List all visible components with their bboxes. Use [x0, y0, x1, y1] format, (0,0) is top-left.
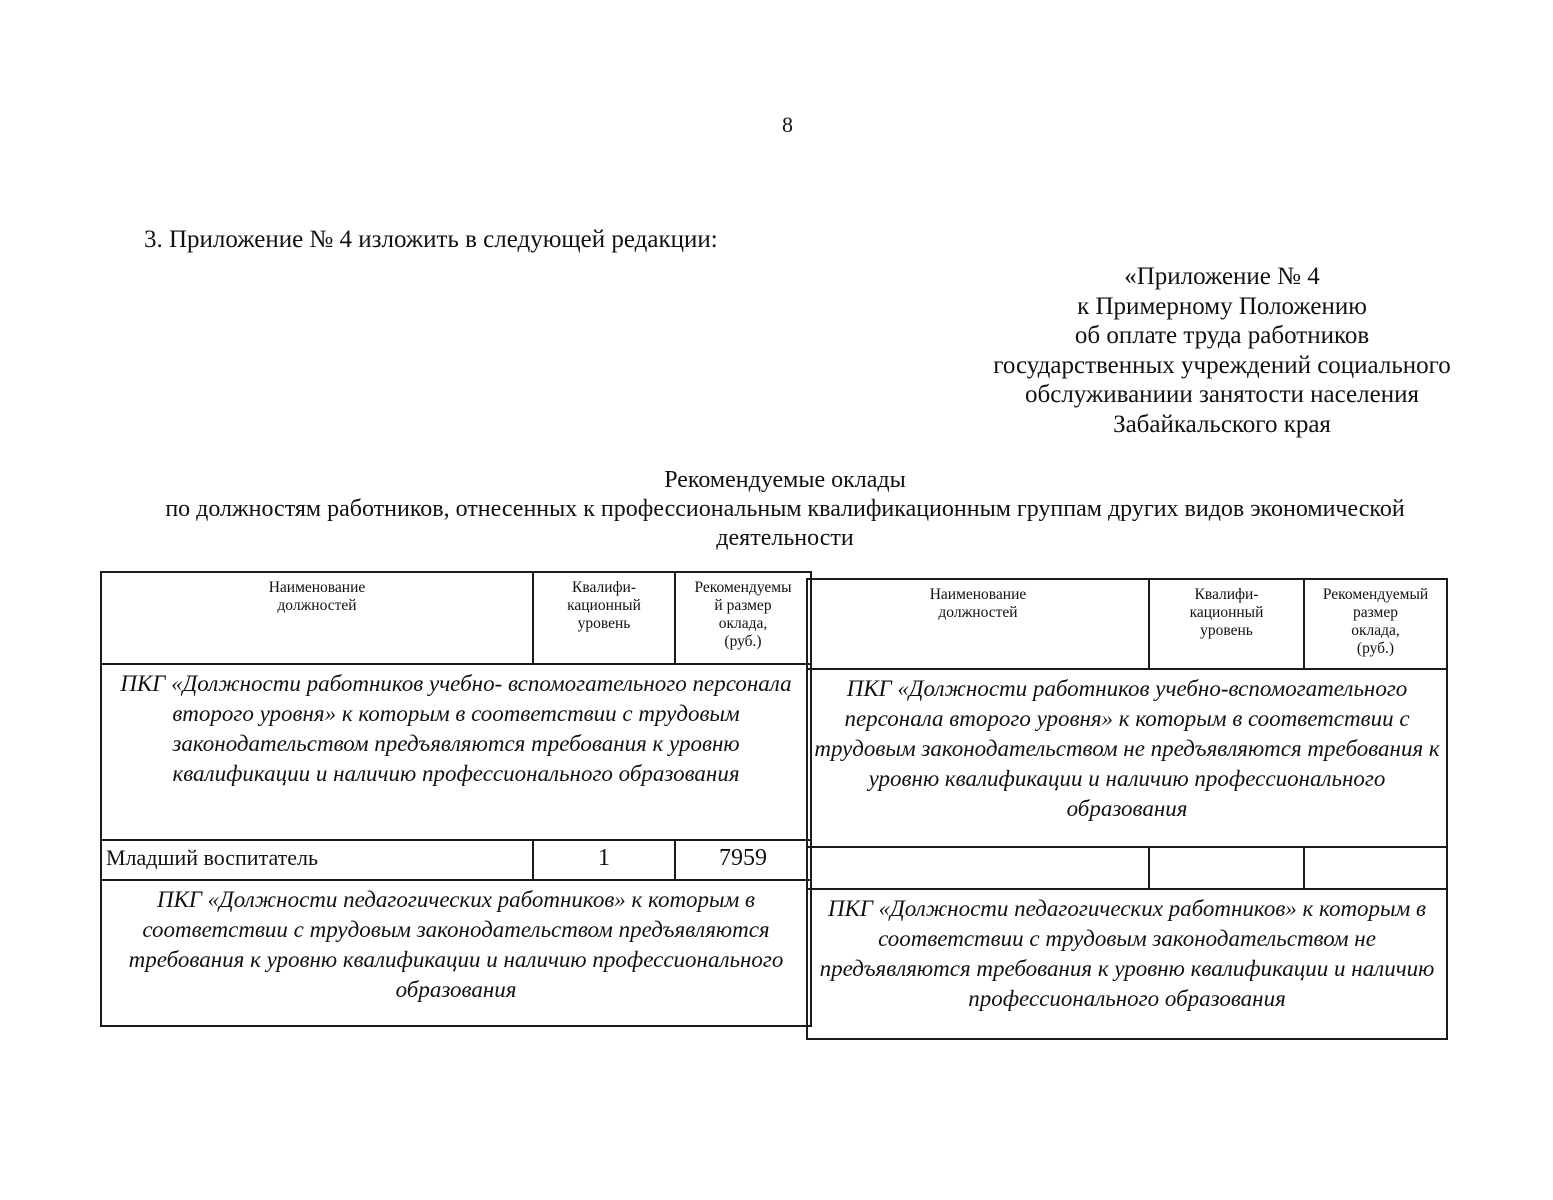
appendix-heading-line: Забайкальского края: [1113, 410, 1331, 438]
page-number: 8: [782, 112, 793, 137]
appendix-heading-line: к Примерному Положению: [1077, 292, 1367, 320]
right-row-name: [807, 847, 1149, 889]
left-group-1: ПКГ «Должности работников учебно- вспомогательного персонала второго уровня» к которым в соответствии с трудовым законодательством предъявляются требования к уровню квалификации и наличию профессионального образования: [101, 664, 811, 840]
left-header-salary: Рекомендуемы й размер оклада, (руб.): [675, 572, 811, 664]
left-header-level: Квалифи- кационный уровень: [533, 572, 675, 664]
left-row-level: 1: [533, 840, 675, 880]
amendment-item: 3. Приложение № 4 изложить в следующей редакции:: [144, 226, 718, 253]
left-row-name: Младший воспитатель: [101, 840, 533, 880]
right-row-salary: [1304, 847, 1447, 889]
title-line: по должностям работников, отнесенных к профессиональным квалификационным группам других видов экономической: [165, 496, 1405, 522]
title-line: Рекомендуемые оклады: [664, 467, 906, 493]
right-header-name: Наименование должностей: [807, 579, 1149, 669]
right-group-2: ПКГ «Должности педагогических работников» к которым в соответствии с трудовым законодательством не предъявляются требования к уровню квалификации и наличию профессионального образования: [807, 889, 1447, 1039]
appendix-heading-line: государственных учреждений социального: [993, 351, 1451, 379]
title-line: деятельности: [716, 525, 854, 551]
appendix-heading-line: «Приложение № 4: [1124, 263, 1320, 290]
appendix-heading-line: обслуживаниии занятости населения: [1025, 381, 1419, 408]
left-header-name: Наименование должностей: [101, 572, 533, 664]
right-row-level: [1149, 847, 1304, 889]
right-group-1: ПКГ «Должности работников учебно-вспомогательного персонала второго уровня» к которым в соответствии с трудовым законодательством не предъявляются требования к уровню квалификации и наличию профессионального образования: [807, 669, 1447, 847]
left-group-2: ПКГ «Должности педагогических работников» к которым в соответствии с трудовым законодательством предъявляются требования к уровню квалификации и наличию профессионального образования: [101, 880, 811, 1026]
document-title: [40, 466, 1530, 553]
left-salary-table: [100, 571, 810, 1027]
appendix-heading: [972, 262, 1472, 439]
right-header-salary: Рекомендуемый размер оклада, (руб.): [1304, 579, 1447, 669]
appendix-heading-line: об оплате труда работников: [1074, 322, 1370, 349]
right-header-level: Квалифи- кационный уровень: [1149, 579, 1304, 669]
right-salary-table: [806, 578, 1446, 1040]
left-row-salary: 7959: [675, 840, 811, 880]
